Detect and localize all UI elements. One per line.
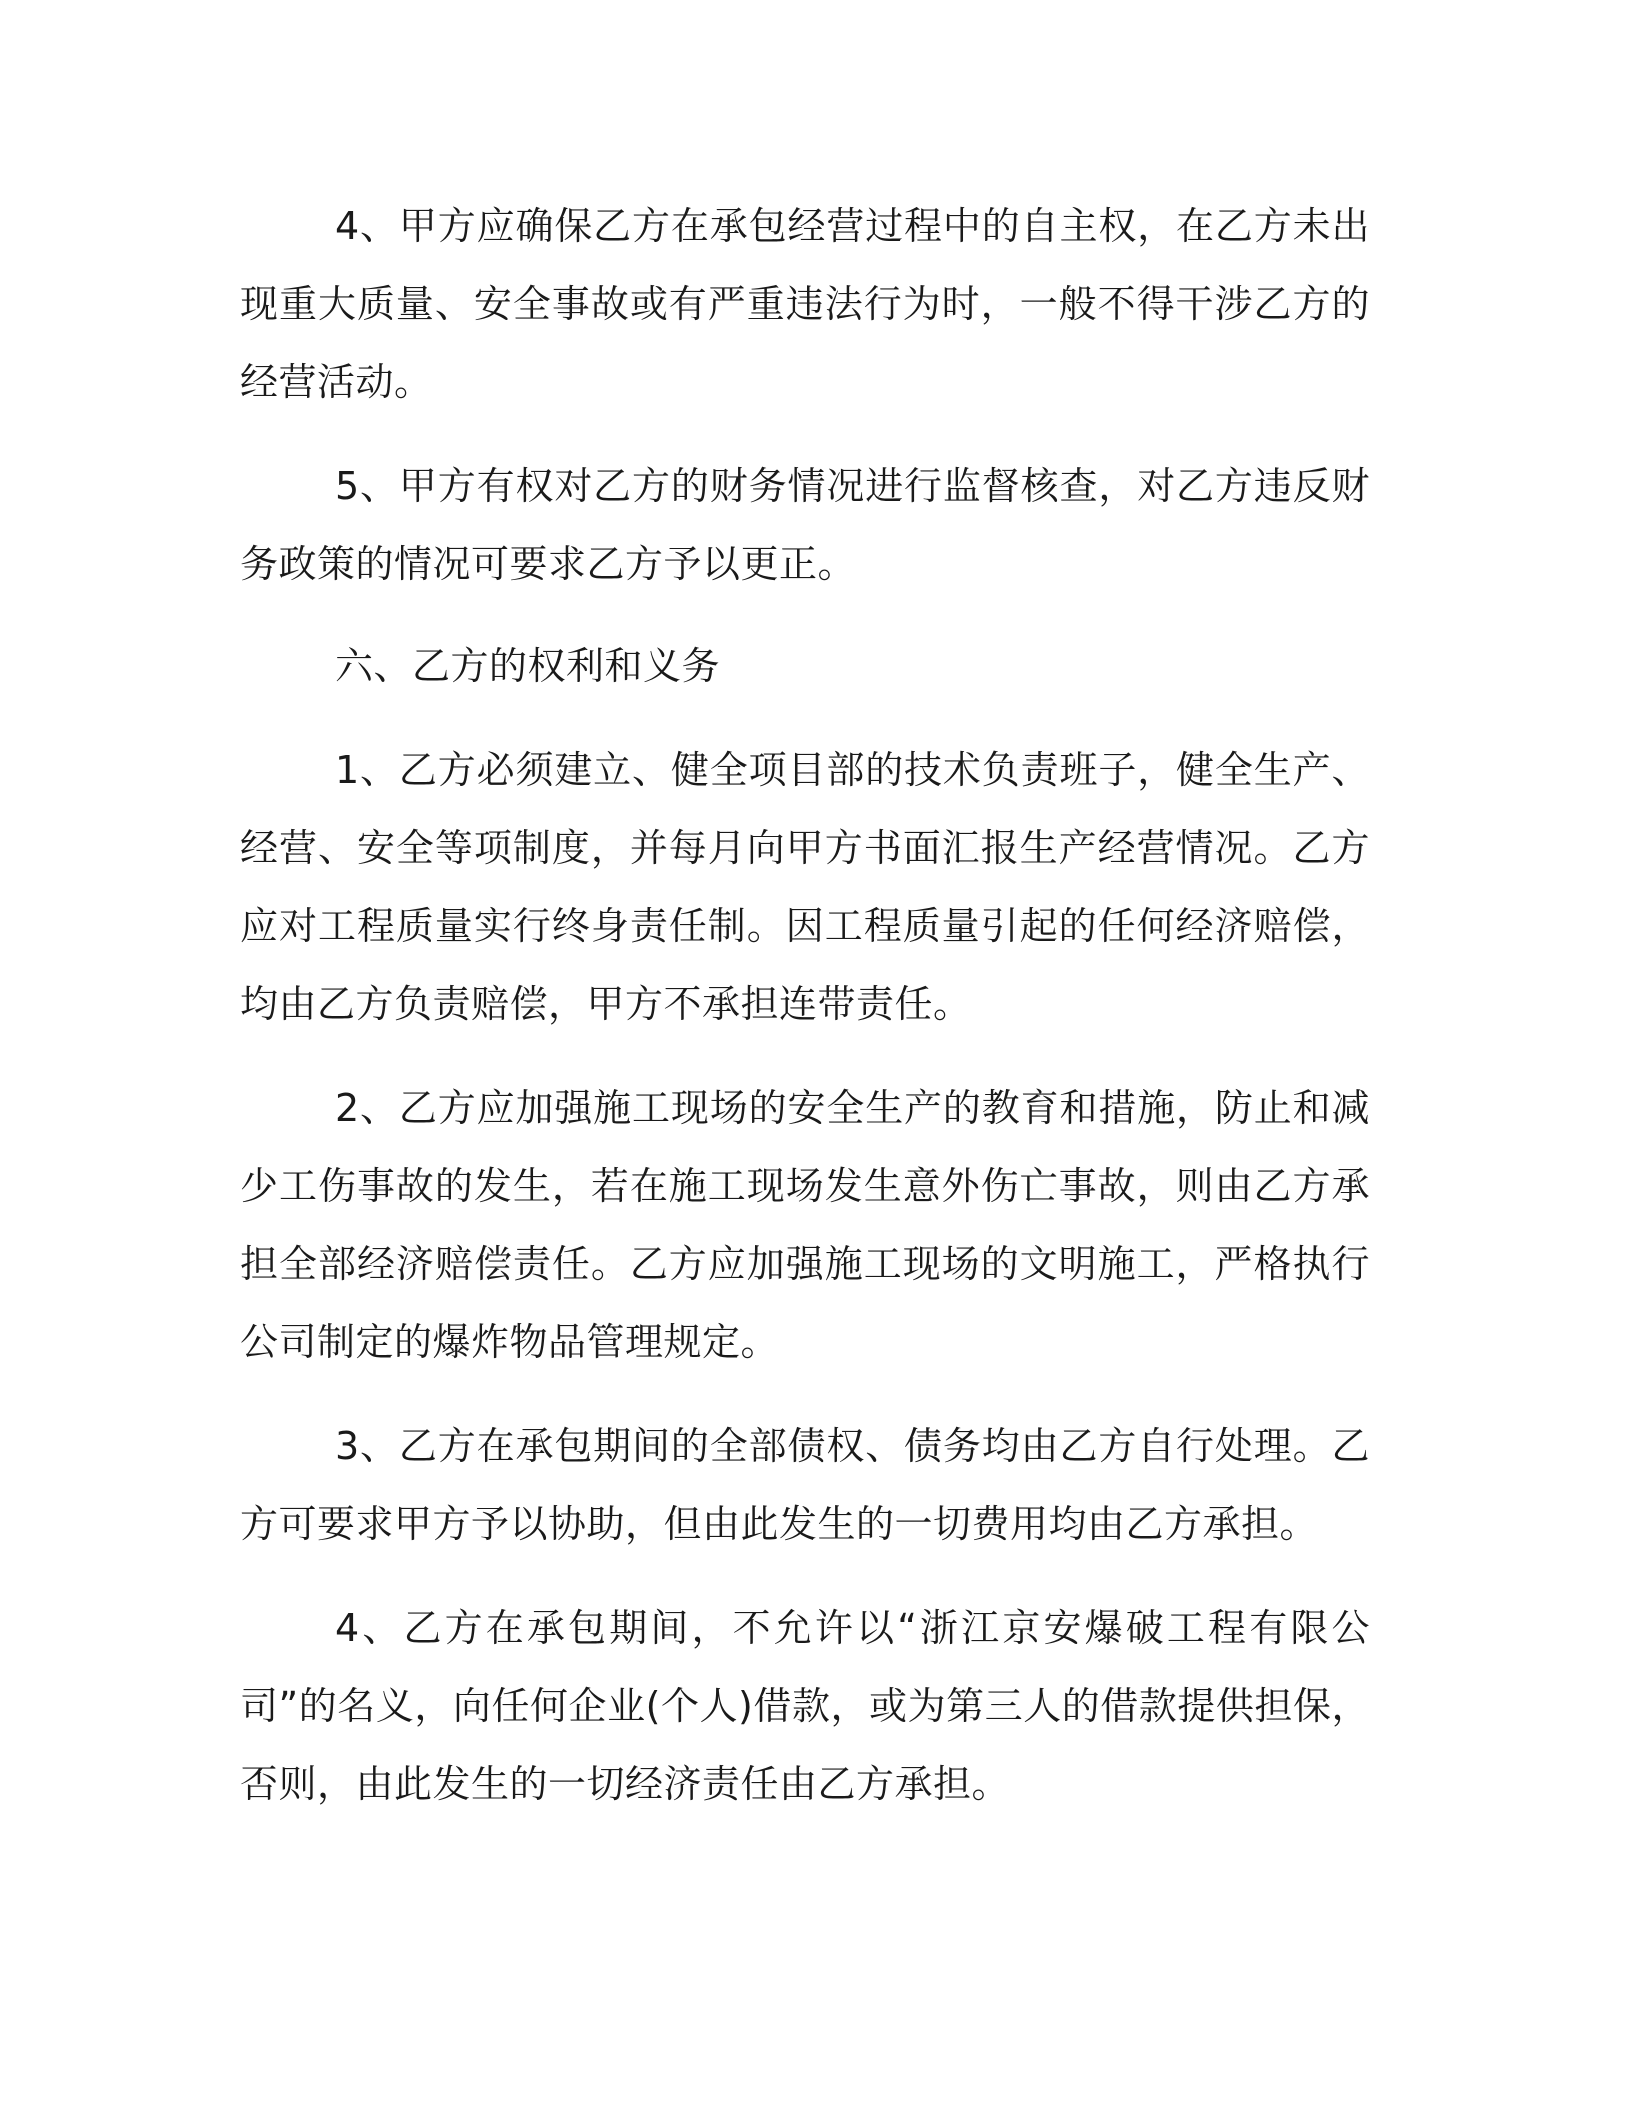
clause-a-5: 5、甲方有权对乙方的财务情况进行监督核查，对乙方违反财务政策的情况可要求乙方予以更正。 — [240, 464, 1370, 586]
clause-b-1: 1、乙方必须建立、健全项目部的技术负责班子，健全生产、经营、安全等项制度，并每月向甲方书面汇报生产经营情况。乙方应对工程质量实行终身责任制。因工程质量引起的任何经济赔偿，均由乙方负责赔偿，甲方不承担连带责任。 — [240, 748, 1370, 1026]
clause-a-4: 4、甲方应确保乙方在承包经营过程中的自主权，在乙方未出现重大质量、安全事故或有严重违法行为时，一般不得干涉乙方的经营活动。 — [240, 204, 1370, 404]
clause-b-3: 3、乙方在承包期间的全部债权、债务均由乙方自行处理。乙方可要求甲方予以协助，但由此发生的一切费用均由乙方承担。 — [240, 1424, 1370, 1546]
clause-b-2: 2、乙方应加强施工现场的安全生产的教育和措施，防止和减少工伤事故的发生，若在施工现场发生意外伤亡事故，则由乙方承担全部经济赔偿责任。乙方应加强施工现场的文明施工，严格执行公司制定的爆炸物品管理规定。 — [240, 1086, 1370, 1364]
section-heading: 六、乙方的权利和义务 — [335, 644, 721, 688]
clause-b-4: 4、乙方在承包期间，不允许以“浙江京安爆破工程有限公司”的名义，向任何企业(个人)借款，或为第三人的借款提供担保，否则，由此发生的一切经济责任由乙方承担。 — [240, 1606, 1370, 1806]
document-body — [240, 187, 1370, 1823]
